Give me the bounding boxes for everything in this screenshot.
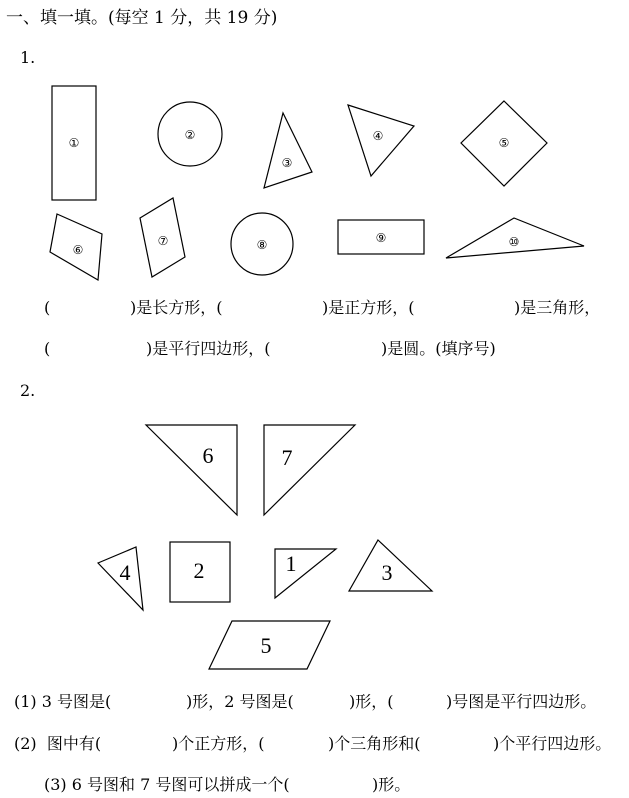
shape-9-label: ⑨ bbox=[375, 231, 387, 245]
shape-q2-7-label: 7 bbox=[281, 445, 293, 470]
q2-sub1-c: )形，( bbox=[349, 692, 394, 711]
q1-line1-open: ( bbox=[44, 298, 51, 317]
shape-4-label: ④ bbox=[372, 129, 384, 143]
shape-3-label: ③ bbox=[281, 156, 293, 170]
shape-7-label: ⑦ bbox=[157, 234, 169, 248]
shape-q2-4-label: 4 bbox=[119, 560, 131, 585]
shape-8-label: ⑧ bbox=[256, 238, 268, 252]
shape-q2-7-triangle bbox=[264, 425, 355, 515]
q2-sub2-c: )个三角形和( bbox=[328, 734, 421, 753]
q2-sub2-d: )个平行四边形。 bbox=[493, 734, 612, 753]
shape-5-label: ⑤ bbox=[498, 136, 510, 150]
shape-q2-1-label: 1 bbox=[285, 551, 297, 576]
shape-6-label: ⑥ bbox=[72, 243, 84, 257]
q2-sub3-b: )形。 bbox=[372, 775, 411, 794]
q2-sub1-d: )号图是平行四边形。 bbox=[446, 692, 597, 711]
q1-line1-rect: )是长方形，( bbox=[130, 298, 223, 317]
shape-q2-6-triangle bbox=[146, 425, 237, 515]
shape-3-triangle bbox=[264, 113, 312, 188]
section-title: 一、填一填。(每空 1 分，共 19 分) bbox=[6, 8, 278, 28]
q2-sub3-a: (3) 6 号图和 7 号图可以拼成一个( bbox=[44, 775, 290, 794]
shape-q2-5-label: 5 bbox=[260, 633, 272, 658]
q1-line1-triangle: )是三角形， bbox=[514, 298, 601, 317]
question-1-number: 1. bbox=[20, 48, 36, 67]
shape-1-label: ① bbox=[68, 136, 80, 150]
shape-2-label: ② bbox=[184, 128, 196, 142]
shape-q2-6-label: 6 bbox=[202, 443, 214, 468]
question-2-number: 2. bbox=[20, 381, 36, 400]
shape-10-label: ⑩ bbox=[508, 235, 520, 249]
q1-line2-parallelogram: )是平行四边形，( bbox=[146, 339, 271, 358]
q2-sub2-b: )个正方形，( bbox=[172, 734, 265, 753]
q1-line1-square: )是正方形，( bbox=[322, 298, 415, 317]
shape-q2-3-label: 3 bbox=[381, 560, 393, 585]
q1-line2-circle: )是圆。(填序号) bbox=[381, 339, 496, 358]
shape-q2-2-label: 2 bbox=[193, 558, 205, 583]
shape-q2-1-triangle bbox=[275, 549, 336, 598]
q1-line2-open: ( bbox=[44, 339, 51, 358]
q2-sub2-a: (2) 图中有( bbox=[14, 734, 102, 753]
q2-sub1-b: )形，2 号图是( bbox=[186, 692, 294, 711]
q2-sub1-a: (1) 3 号图是( bbox=[14, 692, 112, 711]
